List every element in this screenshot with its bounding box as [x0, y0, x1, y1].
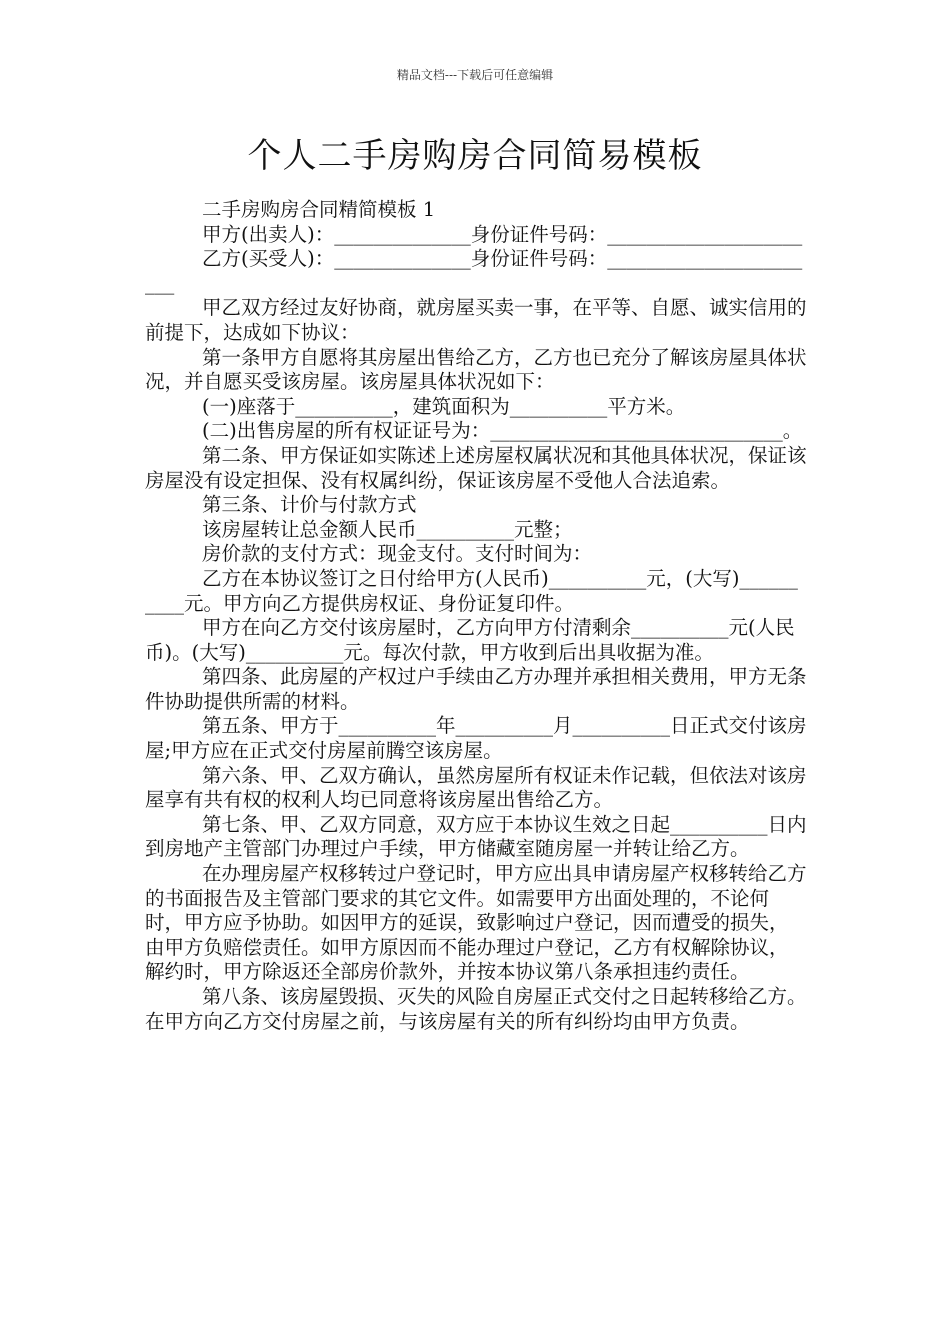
party-a-paragraph: 甲方(出卖人)：______________身份证件号码：____________________ [202, 222, 803, 246]
clause-7-paragraph: 第七条、甲、乙双方同意，双方应于本协议生效之日起__________日内到房地产主管部门办理过户手续，甲方储藏室随房屋一并转让给乙方。 [145, 812, 807, 861]
clause-2-paragraph: 第二条、甲方保证如实陈述上述房屋权属状况和其他具体状况，保证该房屋没有设定担保、没有权属纠纷，保证该房屋不受他人合法追索。 [145, 443, 807, 492]
clause-1-item-2: (二)出售房屋的所有权证证号为：______________________________。 [202, 419, 803, 443]
page-header: 精品文档---下载后可任意编辑 [396, 68, 554, 82]
party-b-paragraph: 乙方(买受人)：______________身份证件号码：_______________________ [145, 247, 803, 295]
agreement-intro-paragraph: 甲乙双方经过友好协商，就房屋买卖一事，在平等、自愿、诚实信用的前提下，达成如下协议： [145, 296, 807, 344]
document-title: 个人二手房购房合同简易模板 [247, 136, 703, 176]
clause-3-payment-method: 房价款的支付方式：现金支付。支付时间为： [202, 542, 593, 566]
clause-4-paragraph: 第四条、此房屋的产权过户手续由乙方办理并承担相关费用，甲方无条件协助提供所需的材料。 [145, 665, 807, 713]
transfer-registration-paragraph: 在办理房屋产权移转过户登记时，甲方应出具申请房屋产权移转给乙方的书面报告及主管部门要求的其它文件。如需要甲方出面处理的，不论何时，甲方应予协助。如因甲方的延误，致影响过户登记，因而遭受的损失，由甲方负赔偿责任。如甲方原因而不能办理过户登记，乙方有权解除协议，解约时，甲方除返还全部房价款外，并按本协议第八条承担违约责任。 [145, 862, 807, 984]
clause-1-item-1: (一)座落于__________，建筑面积为__________平方米。 [202, 394, 686, 418]
subtitle-paragraph: 二手房购房合同精简模板 1 [202, 198, 436, 221]
clause-1-paragraph: 第一条甲方自愿将其房屋出售给乙方，乙方也已充分了解该房屋具体状况，并自愿买受该房屋。该房屋具体状况如下： [145, 345, 807, 394]
clause-3-first-payment: 乙方在本协议签订之日付给甲方(人民币)__________元，(大写)__________元。甲方向乙方提供房权证、身份证复印件。 [145, 566, 798, 615]
document-body [145, 198, 807, 1034]
clause-6-paragraph: 第六条、甲、乙双方确认，虽然房屋所有权证未作记载，但依法对该房屋享有共有权的权利人均已同意将该房屋出售给乙方。 [145, 763, 807, 812]
clause-3-heading: 第三条、计价与付款方式 [202, 493, 417, 517]
clause-3-remaining-payment: 甲方在向乙方交付该房屋时，乙方向甲方付清剩余__________元(人民币)。(大写)__________元。每次付款，甲方收到后出具收据为准。 [145, 616, 795, 664]
clause-5-paragraph: 第五条、甲方于__________年__________月__________日正式交付该房屋;甲方应在正式交付房屋前腾空该房屋。 [145, 714, 807, 763]
clause-8-paragraph: 第八条、该房屋毁损、灭失的风险自房屋正式交付之日起转移给乙方。在甲方向乙方交付房屋之前，与该房屋有关的所有纠纷均由甲方负责。 [145, 985, 807, 1033]
clause-3-total-price: 该房屋转让总金额人民币__________元整； [202, 517, 573, 541]
